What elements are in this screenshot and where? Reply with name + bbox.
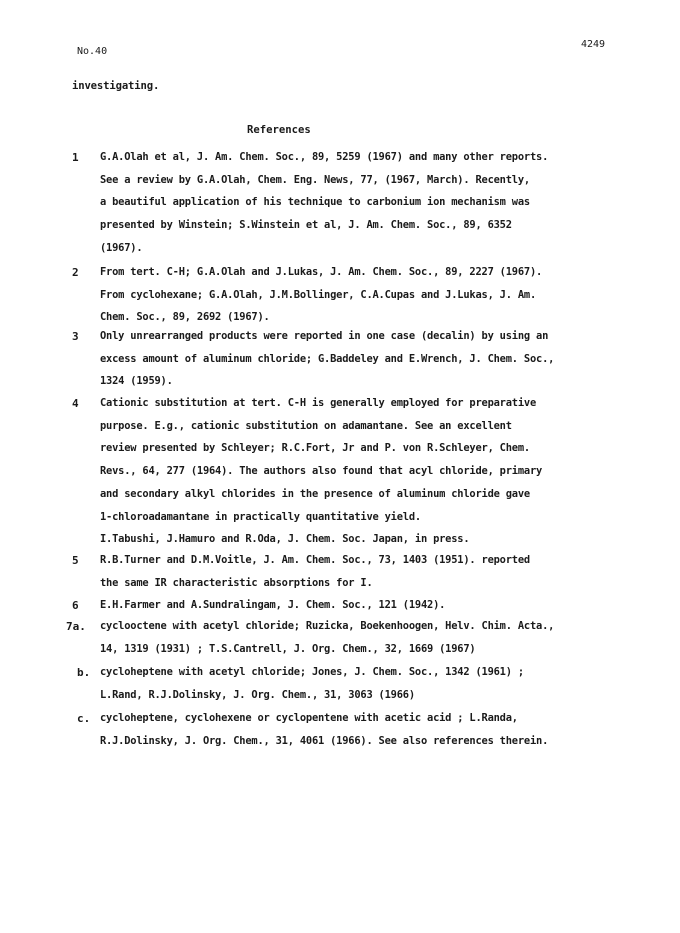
reference-line: cycloheptene, cyclohexene or cyclopentene with acetic acid ; L.Randa, bbox=[100, 712, 518, 724]
reference-line: G.A.Olah et al, J. Am. Chem. Soc., 89, 5259 (1967) and many other reports. bbox=[100, 151, 549, 163]
reference-number: 7a. bbox=[66, 620, 86, 633]
reference-number: 2 bbox=[72, 266, 79, 279]
reference-line: Chem. Soc., 89, 2692 (1967). bbox=[100, 311, 270, 324]
reference-line: Only unrearranged products were reported in one case (decalin) by using an bbox=[100, 330, 549, 342]
reference-line: a beautiful application of his technique to carbonium ion mechanism was bbox=[100, 196, 530, 209]
reference-line: R.B.Turner and D.M.Voitle, J. Am. Chem. Soc., 73, 1403 (1951). reported bbox=[100, 554, 530, 566]
reference-line: 1-chloroadamantane in practically quantitative yield. bbox=[100, 510, 421, 523]
reference-line: See a review by G.A.Olah, Chem. Eng. News, 77, (1967, March). Recently, bbox=[100, 173, 530, 186]
reference-number: 6 bbox=[72, 599, 79, 612]
reference-line: R.J.Dolinsky, J. Org. Chem., 31, 4061 (1966). See also references therein. bbox=[100, 734, 549, 747]
page-number: 4249 bbox=[581, 39, 606, 50]
reference-line: Revs., 64, 277 (1964). The authors also found that acyl chloride, primary bbox=[100, 465, 543, 478]
reference-number: 4 bbox=[72, 397, 79, 410]
reference-number: 3 bbox=[72, 330, 79, 343]
reference-line: Cationic substitution at tert. C-H is generally employed for preparative bbox=[100, 397, 537, 409]
reference-number: c. bbox=[77, 712, 91, 725]
reference-line: From tert. C-H; G.A.Olah and J.Lukas, J. Am. Chem. Soc., 89, 2227 (1967). bbox=[100, 266, 543, 278]
reference-line: the same IR characteristic absorptions for I. bbox=[100, 576, 373, 589]
reference-number: 5 bbox=[72, 554, 79, 567]
reference-line: review presented by Schleyer; R.C.Fort, Jr and P. von R.Schleyer, Chem. bbox=[100, 442, 530, 455]
reference-number: 1 bbox=[72, 151, 79, 164]
reference-line: presented by Winstein; S.Winstein et al, J. Am. Chem. Soc., 89, 6352 bbox=[100, 219, 512, 232]
reference-line: I.Tabushi, J.Hamuro and R.Oda, J. Chem. Soc. Japan, in press. bbox=[100, 533, 470, 546]
continuation-text: investigating. bbox=[72, 80, 160, 92]
reference-line: cycloheptene with acetyl chloride; Jones, J. Chem. Soc., 1342 (1961) ; bbox=[100, 666, 524, 678]
reference-line: (1967). bbox=[100, 241, 143, 254]
reference-line: 14, 1319 (1931) ; T.S.Cantrell, J. Org. Chem., 32, 1669 (1967) bbox=[100, 642, 476, 655]
reference-line: E.H.Farmer and A.Sundralingam, J. Chem. Soc., 121 (1942). bbox=[100, 599, 446, 611]
reference-line: 1324 (1959). bbox=[100, 375, 173, 388]
reference-line: and secondary alkyl chlorides in the presence of aluminum chloride gave bbox=[100, 487, 530, 500]
reference-line: purpose. E.g., cationic substitution on adamantane. See an excellent bbox=[100, 419, 512, 432]
reference-number: b. bbox=[77, 666, 91, 679]
page-label: No.40 bbox=[77, 46, 108, 57]
reference-line: L.Rand, R.J.Dolinsky, J. Org. Chem., 31, 3063 (1966) bbox=[100, 688, 415, 701]
reference-line: excess amount of aluminum chloride; G.Baddeley and E.Wrench, J. Chem. Soc., bbox=[100, 352, 555, 365]
references-heading: References bbox=[247, 124, 311, 136]
reference-line: From cyclohexane; G.A.Olah, J.M.Bollinger, C.A.Cupas and J.Lukas, J. Am. bbox=[100, 288, 537, 301]
reference-line: cyclooctene with acetyl chloride; Ruzicka, Boekenhoogen, Helv. Chim. Acta., bbox=[100, 620, 555, 632]
